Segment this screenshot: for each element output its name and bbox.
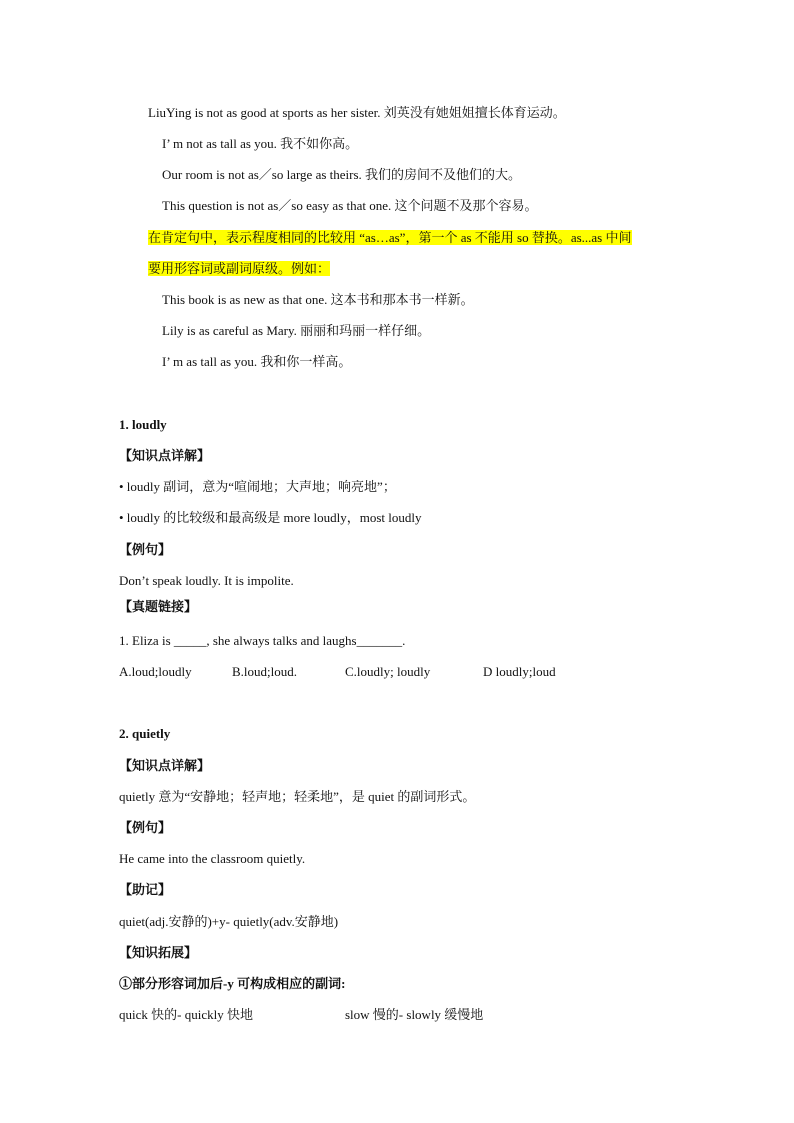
- bullet-item: • loudly 副词，意为“喧闹地；大声地；响亮地”；: [119, 479, 396, 494]
- rule-highlight-2: 要用形容词或副词原级。例如：: [148, 261, 331, 276]
- memory-text: quiet(adj.安静的)+y- quietly(adv.安静地): [119, 914, 339, 929]
- option-c: C.loudly; loudly: [345, 664, 431, 679]
- heading-example: 【例句】: [119, 820, 172, 835]
- rule-highlight-1: 在肯定句中，表示程度相同的比较用 “as…as”，第一个 as 不能用 so 替换。as...as 中间: [148, 230, 632, 245]
- heading-memory: 【助记】: [119, 882, 172, 897]
- rule-text: [148, 260, 330, 278]
- exam-question: 1. Eliza is _____, she always talks and laughs_______.: [119, 633, 406, 648]
- example-line: Our room is not as／so large as theirs. 我们的房间不及他们的大。: [162, 167, 522, 182]
- example-line: I’ m as tall as you. 我和你一样高。: [162, 354, 352, 369]
- section-title-quietly: 2. quietly: [119, 726, 171, 741]
- bullet-item: • loudly 的比较级和最高级是 more loudly，most loudly: [119, 510, 422, 525]
- example-sentence: He came into the classroom quietly.: [119, 851, 306, 866]
- example-line: I’ m not as tall as you. 我不如你高。: [162, 136, 359, 151]
- example-line: This book is as new as that one. 这本书和那本书一样新。: [162, 292, 474, 307]
- word-pair: quick 快的- quickly 快地: [119, 1007, 253, 1022]
- heading-expand: 【知识拓展】: [119, 945, 198, 960]
- heading-exam-link: 【真题链接】: [119, 599, 198, 614]
- option-a: A.loud;loudly: [119, 664, 192, 679]
- example-sentence: Don’t speak loudly. It is impolite.: [119, 573, 294, 588]
- explanation: quietly 意为“安静地；轻声地；轻柔地”，是 quiet 的副词形式。: [119, 789, 476, 804]
- example-line: Lily is as careful as Mary. 丽丽和玛丽一样仔细。: [162, 323, 431, 338]
- rule-text: [148, 229, 632, 247]
- expand-title: ①部分形容词加后-y 可构成相应的副词:: [119, 976, 346, 991]
- heading-example: 【例句】: [119, 542, 172, 557]
- word-pair: slow 慢的- slowly 缓慢地: [345, 1007, 484, 1022]
- heading-knowledge: 【知识点详解】: [119, 758, 211, 773]
- example-line: LiuYing is not as good at sports as her sister. 刘英没有她姐姐擅长体育运动。: [148, 105, 566, 120]
- heading-knowledge: 【知识点详解】: [119, 448, 211, 463]
- option-d: D loudly;loud: [483, 664, 556, 679]
- example-line: This question is not as／so easy as that one. 这个问题不及那个容易。: [162, 198, 538, 213]
- option-b: B.loud;loud.: [232, 664, 298, 679]
- section-title-loudly: 1. loudly: [119, 417, 167, 432]
